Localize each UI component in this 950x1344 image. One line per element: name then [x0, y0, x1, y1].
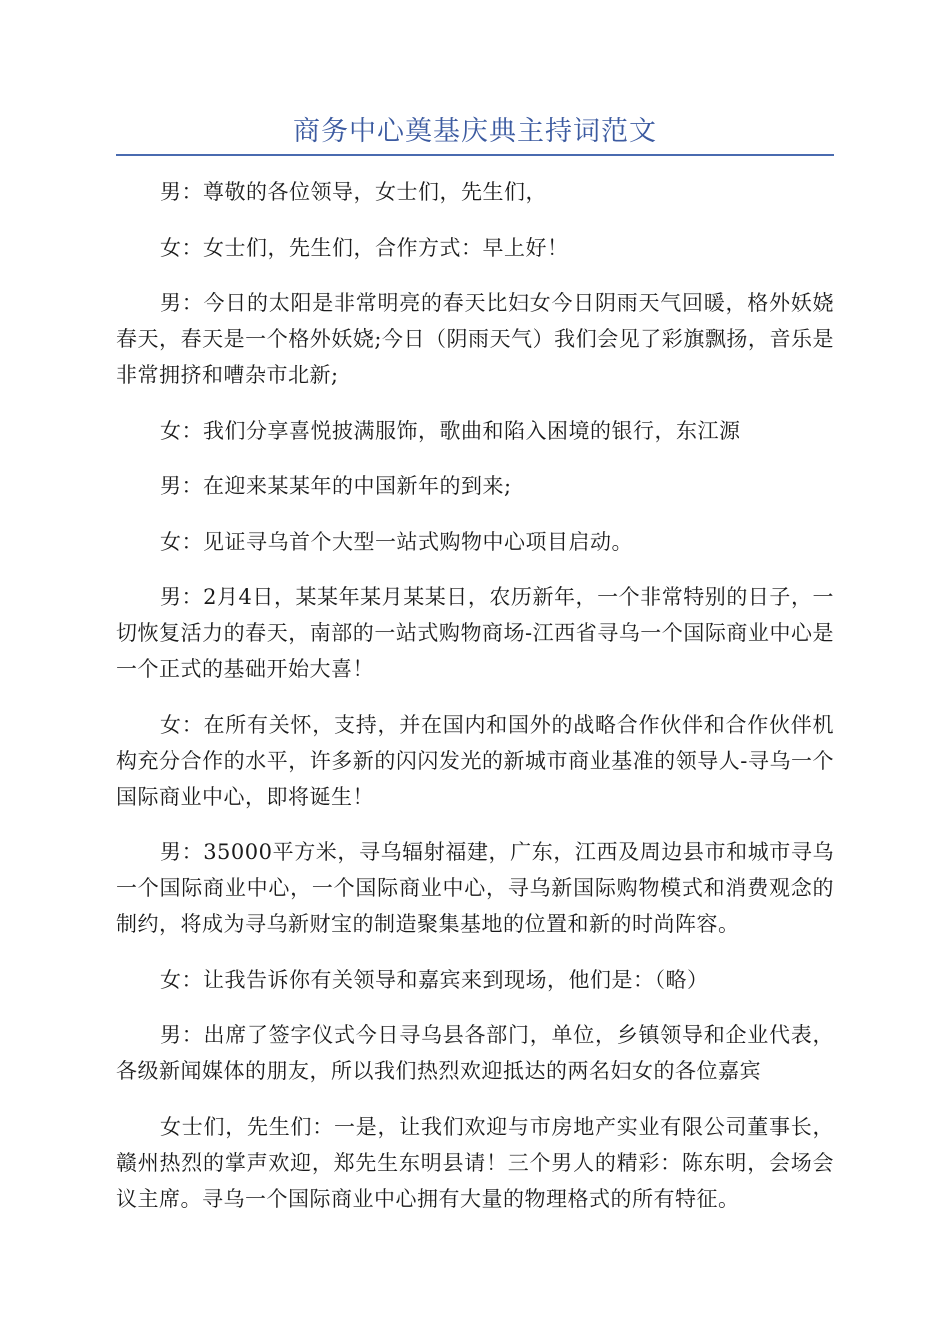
paragraph: 女：我们分享喜悦披满服饰，歌曲和陷入困境的银行，东江源: [160, 418, 741, 443]
paragraph: 女：见证寻乌首个大型一站式购物中心项目启动。: [160, 529, 633, 554]
paragraph: 男：35000平方米，寻乌辐射福建，广东，江西及周边县市和城市寻乌一个国际商业中心，一个国际商业中心，寻乌新国际购物模式和消费观念的制约，将成为寻乌新财宝的制造聚集基地的位置和新的时尚阵容。: [116, 840, 834, 936]
paragraph: 男：在迎来某某年的中国新年的到来;: [160, 474, 512, 498]
paragraph: 女：让我告诉你有关领导和嘉宾来到现场，他们是：（略）: [160, 967, 709, 992]
paragraph: 女：女士们，先生们，合作方式：早上好！: [160, 235, 569, 260]
title-underline: [116, 154, 834, 156]
paragraph: 男：尊敬的各位领导，女士们，先生们，: [160, 180, 547, 204]
paragraph: 女士们，先生们：一是，让我们欢迎与市房地产实业有限公司董事长，赣州热烈的掌声欢迎，郑先生东明县请！三个男人的精彩：陈东明，会场会议主席。寻乌一个国际商业中心拥有大量的物理格式的所有特征。: [116, 1114, 834, 1211]
paragraph: 男：出席了签字仪式今日寻乌县各部门，单位，乡镇领导和企业代表，各级新闻媒体的朋友，所以我们热烈欢迎抵达的两名妇女的各位嘉宾: [116, 1023, 834, 1083]
paragraph: 女：在所有关怀，支持，并在国内和国外的战略合作伙伴和合作伙伴机构充分合作的水平，许多新的闪闪发光的新城市商业基准的领导人-寻乌一个国际商业中心，即将诞生！: [116, 712, 834, 809]
document-title: 商务中心奠基庆典主持词范文: [293, 116, 657, 147]
paragraph: 男：今日的太阳是非常明亮的春天比妇女今日阴雨天气回暖，格外妖娆春天，春天是一个格外妖娆;今日（阴雨天气）我们会见了彩旗飘扬，音乐是非常拥挤和嘈杂市北新;: [116, 291, 834, 387]
document-body: [116, 174, 834, 1236]
paragraph: 男：2月4日，某某年某月某某日，农历新年，一个非常特别的日子，一切恢复活力的春天，南部的一站式购物商场-江西省寻乌一个国际商业中心是一个正式的基础开始大喜！: [116, 585, 834, 681]
